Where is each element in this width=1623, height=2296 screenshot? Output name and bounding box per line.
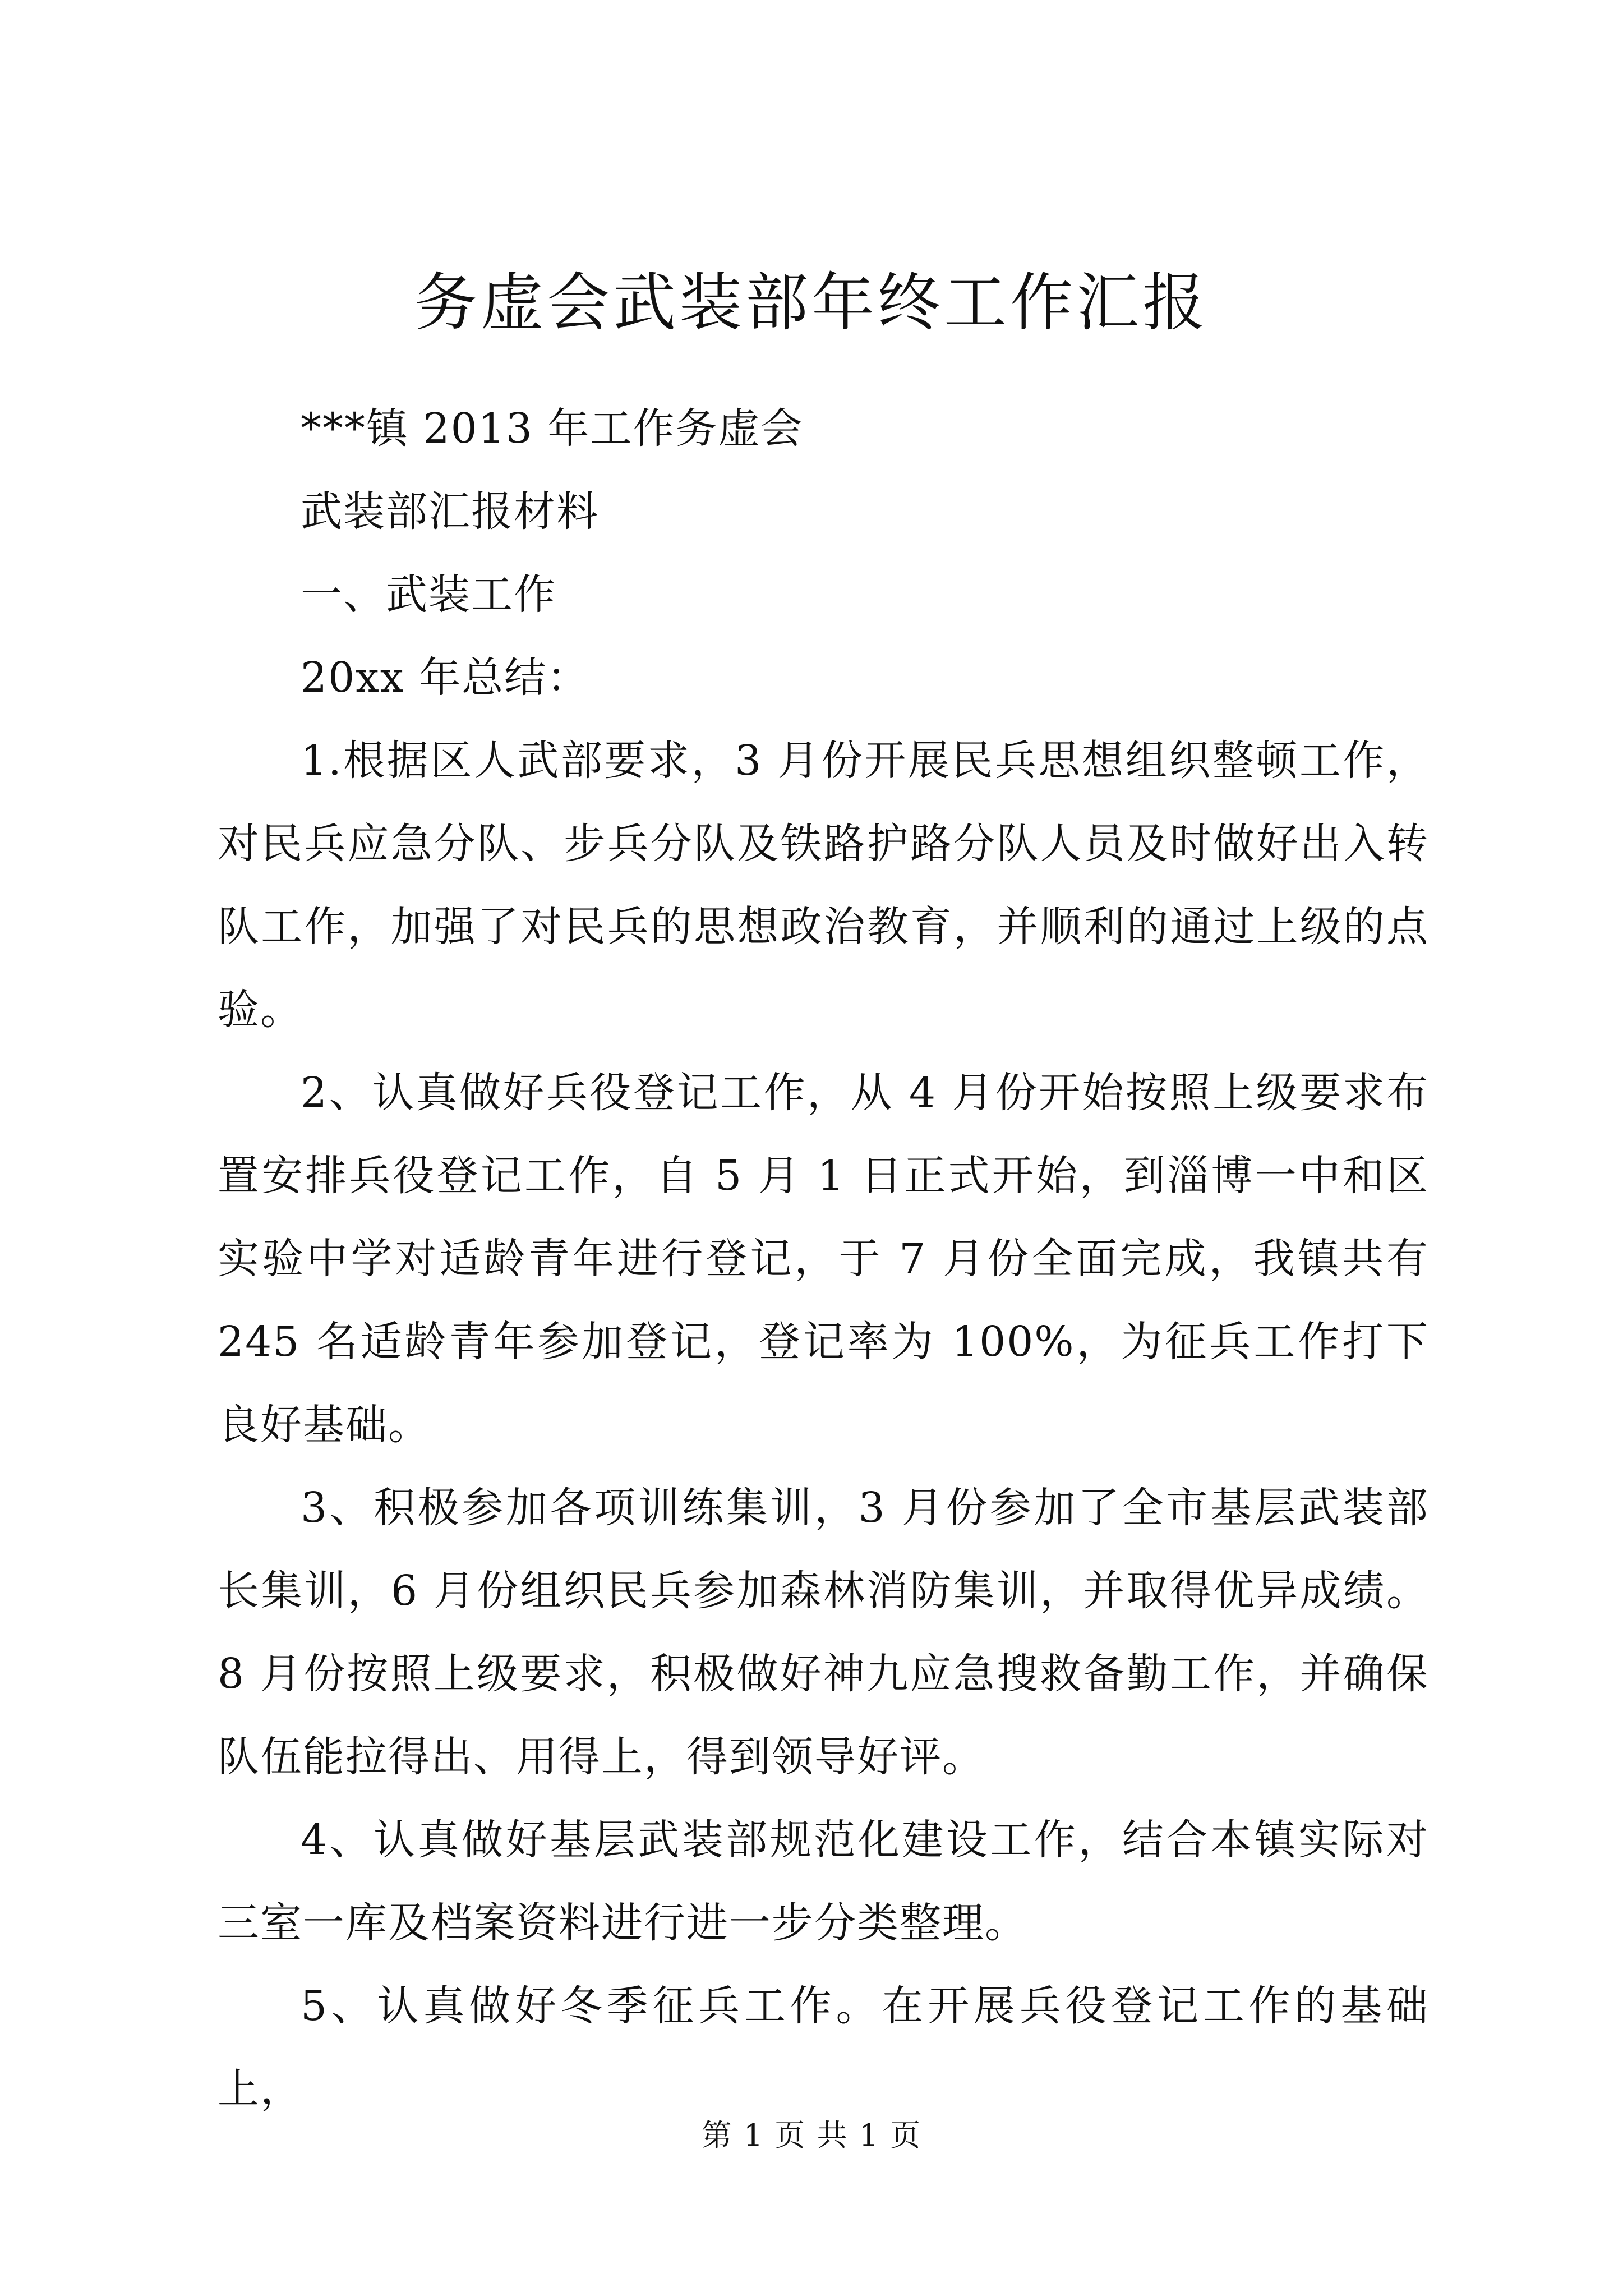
paragraph-2: 2、认真做好兵役登记工作，从 4 月份开始按照上级要求布置安排兵役登记工作，自 5 月 1 日正式开始，到淄博一中和区实验中学对适龄青年进行登记，于 7 月份全面完成，我镇共有 245 名适龄青年参加登记，登记率为 100%，为征兵工作打下良好基础。 bbox=[218, 1069, 1429, 1449]
section-heading: 一、武装工作 bbox=[301, 570, 556, 619]
paragraph-1: 1.根据区人武部要求，3 月份开展民兵思想组织整顿工作，对民兵应急分队、步兵分队及铁路护路分队人员及时做好出入转队工作，加强了对民兵的思想政治教育，并顺利的通过上级的点验。 bbox=[218, 737, 1429, 1034]
paragraph-5: 5、认真做好冬季征兵工作。在开展兵役登记工作的基础上， bbox=[218, 1982, 1429, 2113]
header-line-department: 武装部汇报材料 bbox=[301, 487, 599, 536]
paragraph-4: 4、认真做好基层武装部规范化建设工作，结合本镇实际对三室一库及档案资料进行进一步分类整理。 bbox=[218, 1816, 1429, 1947]
document-body bbox=[218, 387, 1429, 2131]
summary-heading: 20xx 年总结： bbox=[301, 654, 590, 702]
paragraph-3: 3、积极参加各项训练集训，3 月份参加了全市基层武装部长集训，6 月份组织民兵参加森林消防集训，并取得优异成绩。8 月份按照上级要求，积极做好神九应急搜救备勤工作，并确保队伍能拉得出、用得上，得到领导好评。 bbox=[218, 1484, 1429, 1781]
document-title: 务虚会武装部年终工作汇报 bbox=[414, 266, 1209, 339]
page-footer: 第 1 页 共 1 页 bbox=[701, 2118, 922, 2153]
header-line-town: ***镇 2013 年工作务虚会 bbox=[301, 404, 804, 453]
